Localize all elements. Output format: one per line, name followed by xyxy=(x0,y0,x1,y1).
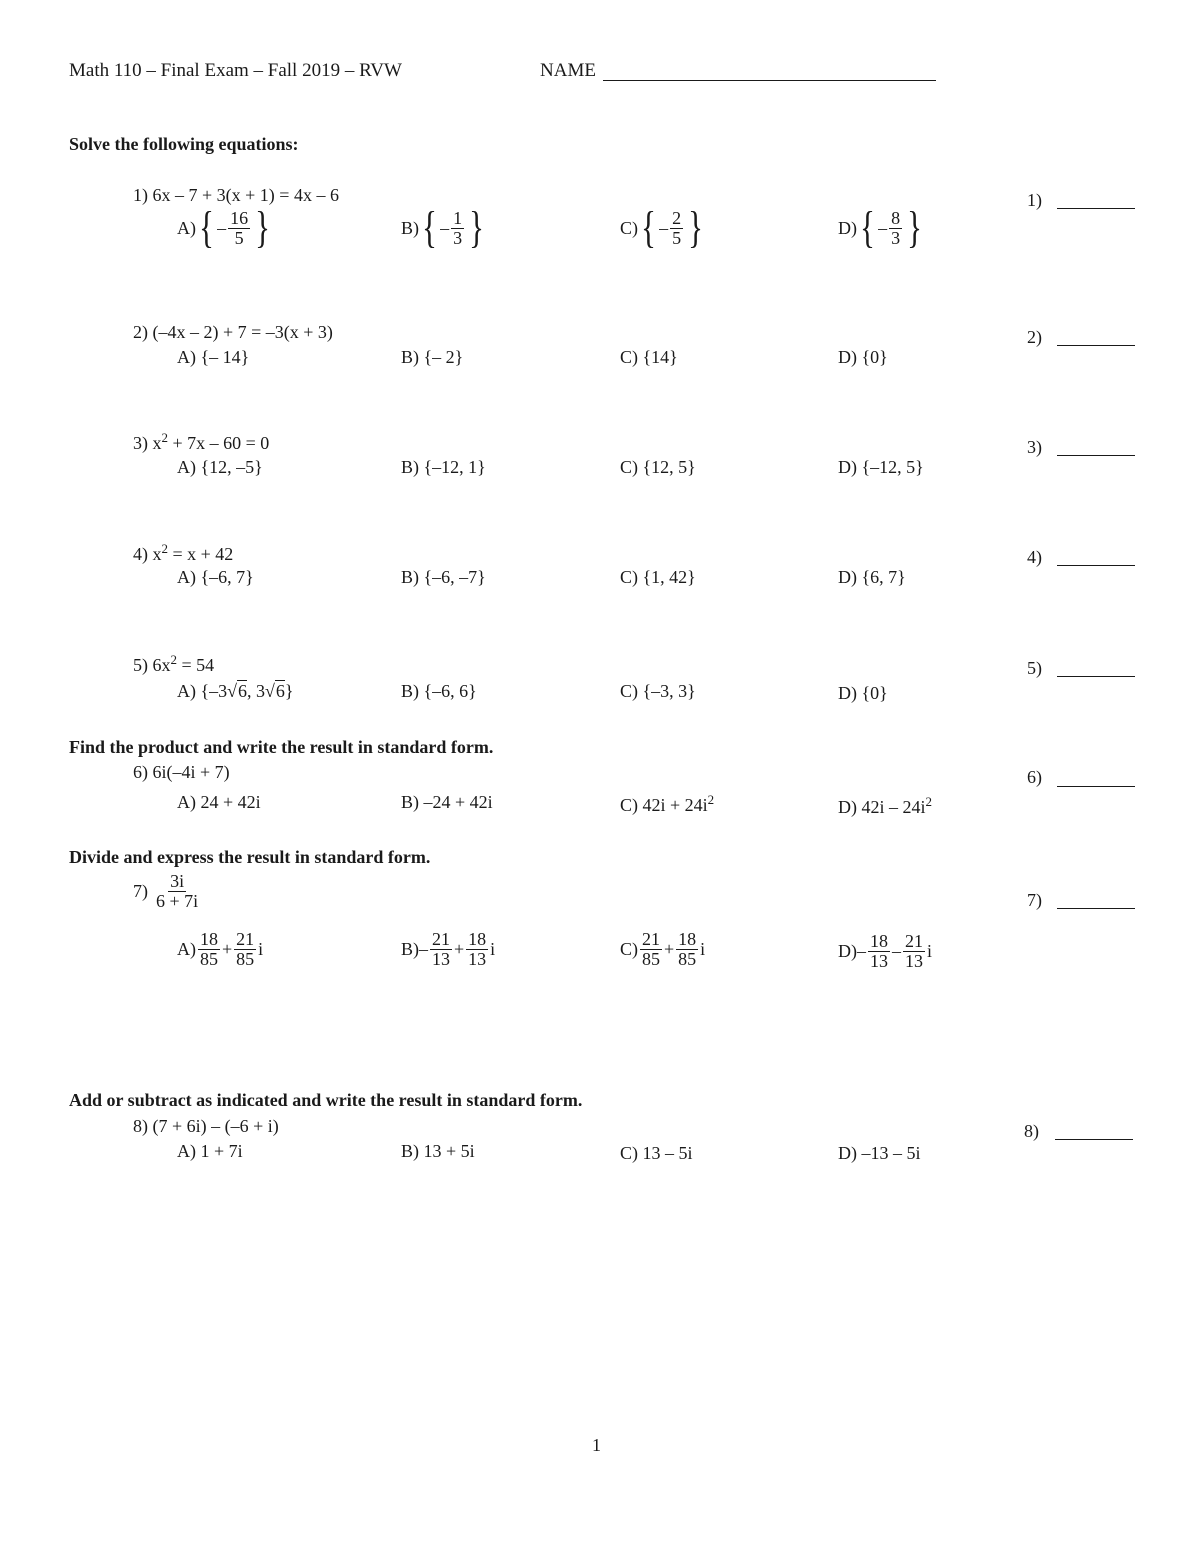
q4-answer-blank[interactable] xyxy=(1057,565,1135,566)
q6-choice-a[interactable]: A) 24 + 42i xyxy=(177,792,261,812)
q3-answer-blank[interactable] xyxy=(1057,455,1135,456)
q8-expression: (7 + 6i) – (–6 + i) xyxy=(152,1116,279,1136)
q2-choice-a[interactable]: A) {– 14} xyxy=(177,347,250,367)
denominator: 13 xyxy=(905,950,923,971)
q5-a-end: } xyxy=(284,681,294,701)
q4-choice-a[interactable]: A) {–6, 7} xyxy=(177,567,254,587)
left-brace: { xyxy=(860,203,875,252)
denominator: 3 xyxy=(453,227,463,248)
denominator: 5 xyxy=(234,227,244,248)
q7-b-label: B) xyxy=(401,938,419,959)
q1-c-label: C) xyxy=(620,217,638,238)
q7-b-frac-2 xyxy=(466,930,488,969)
q7-a-imag: i xyxy=(258,938,264,959)
q3-eq-base: x xyxy=(152,433,162,453)
q1-a-sign: – xyxy=(217,217,227,238)
right-brace: } xyxy=(255,203,271,252)
q7-answer-blank[interactable] xyxy=(1057,908,1135,909)
q4-question xyxy=(133,541,233,565)
right-brace: } xyxy=(688,203,704,252)
q7-d-label: D) xyxy=(838,940,857,961)
exam-title: Math 110 – Final Exam – Fall 2019 – RVW xyxy=(69,60,402,81)
q1-b-fraction xyxy=(451,209,464,248)
q6-number: 6) xyxy=(133,762,148,782)
q2-answer-label: 2) xyxy=(1027,327,1042,347)
denominator: 85 xyxy=(200,948,218,969)
q1-b-label: B) xyxy=(401,217,419,238)
q8-choice-a[interactable]: A) 1 + 7i xyxy=(177,1141,243,1161)
q1-d-fraction xyxy=(889,209,902,248)
q7-choice-c[interactable] xyxy=(620,930,705,969)
q7-number: 7) xyxy=(133,880,148,901)
q5-choice-a[interactable]: A) {–3√6, 3√6} xyxy=(177,681,294,701)
q7-answer-label: 7) xyxy=(1027,890,1042,910)
q6-d-base: D) 42i – 24i xyxy=(838,797,926,817)
q2-question xyxy=(133,322,333,343)
section-divide-heading: Divide and express the result in standard form. xyxy=(69,847,431,867)
q7-d-frac-2 xyxy=(903,932,925,971)
q7-question xyxy=(133,872,202,911)
q7-b-sign: – xyxy=(419,938,428,959)
q1-c-sign: – xyxy=(659,217,669,238)
numerator: 3i xyxy=(170,871,185,891)
numerator: 2 xyxy=(672,207,682,228)
q7-d-frac-1 xyxy=(868,932,890,971)
q7-c-frac-2 xyxy=(676,930,698,969)
q1-equation: 6x – 7 + 3(x + 1) = 4x – 6 xyxy=(152,185,339,205)
q4-eq-base: x xyxy=(152,544,162,564)
denominator: 13 xyxy=(432,948,450,969)
q4-answer-label: 4) xyxy=(1027,547,1042,567)
name-field[interactable] xyxy=(603,80,936,81)
numerator: 1 xyxy=(453,207,463,228)
q4-eq-rest: = x + 42 xyxy=(168,544,234,564)
section-solve-heading: Solve the following equations: xyxy=(69,134,299,154)
q1-number: 1) xyxy=(133,185,148,205)
q6-c-base: C) 42i + 24i xyxy=(620,795,708,815)
q8-choice-b[interactable]: B) 13 + 5i xyxy=(401,1141,475,1161)
q1-choice-c[interactable] xyxy=(620,203,706,252)
q5-a-mid: , 3 xyxy=(247,681,266,701)
q2-number: 2) xyxy=(133,322,148,342)
q3-choice-d[interactable]: D) {–12, 5} xyxy=(838,457,924,477)
q7-c-label: C) xyxy=(620,938,638,959)
q1-b-sign: – xyxy=(440,217,450,238)
q5-eq-exponent: 2 xyxy=(170,652,177,667)
q6-answer-label: 6) xyxy=(1027,767,1042,787)
q4-number: 4) xyxy=(133,544,148,564)
q1-a-fraction xyxy=(228,209,250,248)
q1-d-label: D) xyxy=(838,217,857,238)
numerator: 21 xyxy=(905,931,923,951)
q3-answer-label: 3) xyxy=(1027,437,1042,457)
q8-answer-blank[interactable] xyxy=(1055,1139,1133,1140)
q1-d-sign: – xyxy=(878,217,888,238)
numerator: 18 xyxy=(200,929,218,949)
q7-a-operator: + xyxy=(222,938,233,959)
q6-d-exponent: 2 xyxy=(925,794,932,809)
q7-choice-d[interactable] xyxy=(838,932,932,971)
q8-question xyxy=(133,1116,279,1137)
q5-answer-blank[interactable] xyxy=(1057,676,1135,677)
q7-c-imag: i xyxy=(700,938,706,959)
q7-a-frac-1 xyxy=(198,930,220,969)
q5-a-radicand-1: 6 xyxy=(238,681,248,701)
q5-choice-b[interactable]: B) {–6, 6} xyxy=(401,681,477,701)
numerator: 18 xyxy=(870,931,888,951)
denominator: 5 xyxy=(672,227,682,248)
numerator: 21 xyxy=(236,929,255,949)
q1-question xyxy=(133,185,339,206)
numerator: 16 xyxy=(230,207,249,228)
right-brace: } xyxy=(469,203,485,252)
section-product-heading: Find the product and write the result in standard form. xyxy=(69,737,494,757)
q5-a-radicand-2: 6 xyxy=(275,681,285,701)
numerator: 21 xyxy=(432,929,450,949)
q8-choice-c[interactable]: C) 13 – 5i xyxy=(620,1143,693,1163)
q7-fraction xyxy=(154,872,200,911)
page-number: 1 xyxy=(592,1435,601,1455)
name-label: NAME xyxy=(540,60,596,81)
q8-choice-d[interactable]: D) –13 – 5i xyxy=(838,1143,921,1163)
q7-b-imag: i xyxy=(490,938,496,959)
q1-c-fraction xyxy=(670,209,683,248)
q6-c-exponent: 2 xyxy=(707,792,715,807)
denominator: 13 xyxy=(468,948,487,969)
q6-choice-b[interactable]: B) –24 + 42i xyxy=(401,792,493,812)
denominator: 3 xyxy=(891,227,901,248)
q3-choice-b[interactable]: B) {–12, 1} xyxy=(401,457,486,477)
numerator: 21 xyxy=(642,929,660,949)
denominator: 13 xyxy=(870,950,888,971)
q7-a-label: A) xyxy=(177,938,196,959)
q3-choice-a[interactable]: A) {12, –5} xyxy=(177,457,263,477)
q5-question xyxy=(133,652,214,676)
q6-question xyxy=(133,762,230,783)
q7-d-imag: i xyxy=(927,940,933,961)
q5-eq-rest: = 54 xyxy=(177,655,215,675)
right-brace: } xyxy=(907,203,923,252)
denominator: 85 xyxy=(236,948,255,969)
section-addsub-heading: Add or subtract as indicated and write the result in standard form. xyxy=(69,1090,583,1110)
q2-choice-d[interactable]: D) {0} xyxy=(838,347,888,367)
q7-choice-b[interactable] xyxy=(401,930,495,969)
numerator: 8 xyxy=(891,207,901,228)
numerator: 18 xyxy=(678,929,697,949)
q7-choice-a[interactable] xyxy=(177,930,263,969)
q3-eq-exponent: 2 xyxy=(161,430,168,445)
q7-b-frac-1 xyxy=(430,930,452,969)
q6-choice-d[interactable] xyxy=(838,794,932,818)
q5-a-start: A) {–3 xyxy=(177,681,228,701)
q2-choice-c[interactable]: C) {14} xyxy=(620,347,678,367)
q1-a-label: A) xyxy=(177,217,196,238)
q5-number: 5) xyxy=(133,655,148,675)
q7-a-frac-2 xyxy=(234,930,256,969)
q8-number: 8) xyxy=(133,1116,148,1136)
left-brace: { xyxy=(422,203,437,252)
q7-c-frac-1 xyxy=(640,930,662,969)
q4-eq-exponent: 2 xyxy=(161,541,168,556)
q8-answer-label: 8) xyxy=(1024,1121,1039,1141)
q2-answer-blank[interactable] xyxy=(1057,345,1135,346)
q1-choice-a[interactable] xyxy=(177,203,273,252)
denominator: 85 xyxy=(678,948,697,969)
q3-eq-rest: + 7x – 60 = 0 xyxy=(168,433,270,453)
q5-choice-d[interactable]: D) {0} xyxy=(838,683,888,703)
q3-question xyxy=(133,430,269,454)
denominator: 85 xyxy=(642,948,660,969)
q7-b-operator: + xyxy=(454,938,465,959)
q4-choice-c[interactable]: C) {1, 42} xyxy=(620,567,696,587)
q4-choice-b[interactable]: B) {–6, –7} xyxy=(401,567,486,587)
q6-expression: 6i(–4i + 7) xyxy=(152,762,230,782)
left-brace: { xyxy=(641,203,656,252)
q4-choice-d[interactable]: D) {6, 7} xyxy=(838,567,906,587)
denominator: 6 + 7i xyxy=(156,890,199,911)
q3-number: 3) xyxy=(133,433,148,453)
q1-answer-blank[interactable] xyxy=(1057,208,1135,209)
q5-eq-base: 6x xyxy=(152,655,171,675)
q3-choice-c[interactable]: C) {12, 5} xyxy=(620,457,696,477)
q2-choice-b[interactable]: B) {– 2} xyxy=(401,347,464,367)
q5-answer-label: 5) xyxy=(1027,658,1042,678)
q7-c-operator: + xyxy=(664,938,675,959)
q1-choice-d[interactable] xyxy=(838,203,925,252)
numerator: 18 xyxy=(468,929,487,949)
q7-d-sign: – xyxy=(857,940,866,961)
q6-choice-c[interactable] xyxy=(620,792,714,816)
left-brace: { xyxy=(199,203,214,252)
q7-d-operator: – xyxy=(892,940,901,961)
q1-choice-b[interactable] xyxy=(401,203,487,252)
q2-equation: (–4x – 2) + 7 = –3(x + 3) xyxy=(152,322,333,342)
q6-answer-blank[interactable] xyxy=(1057,786,1135,787)
q1-answer-label: 1) xyxy=(1027,190,1042,210)
q5-choice-c[interactable]: C) {–3, 3} xyxy=(620,681,696,701)
